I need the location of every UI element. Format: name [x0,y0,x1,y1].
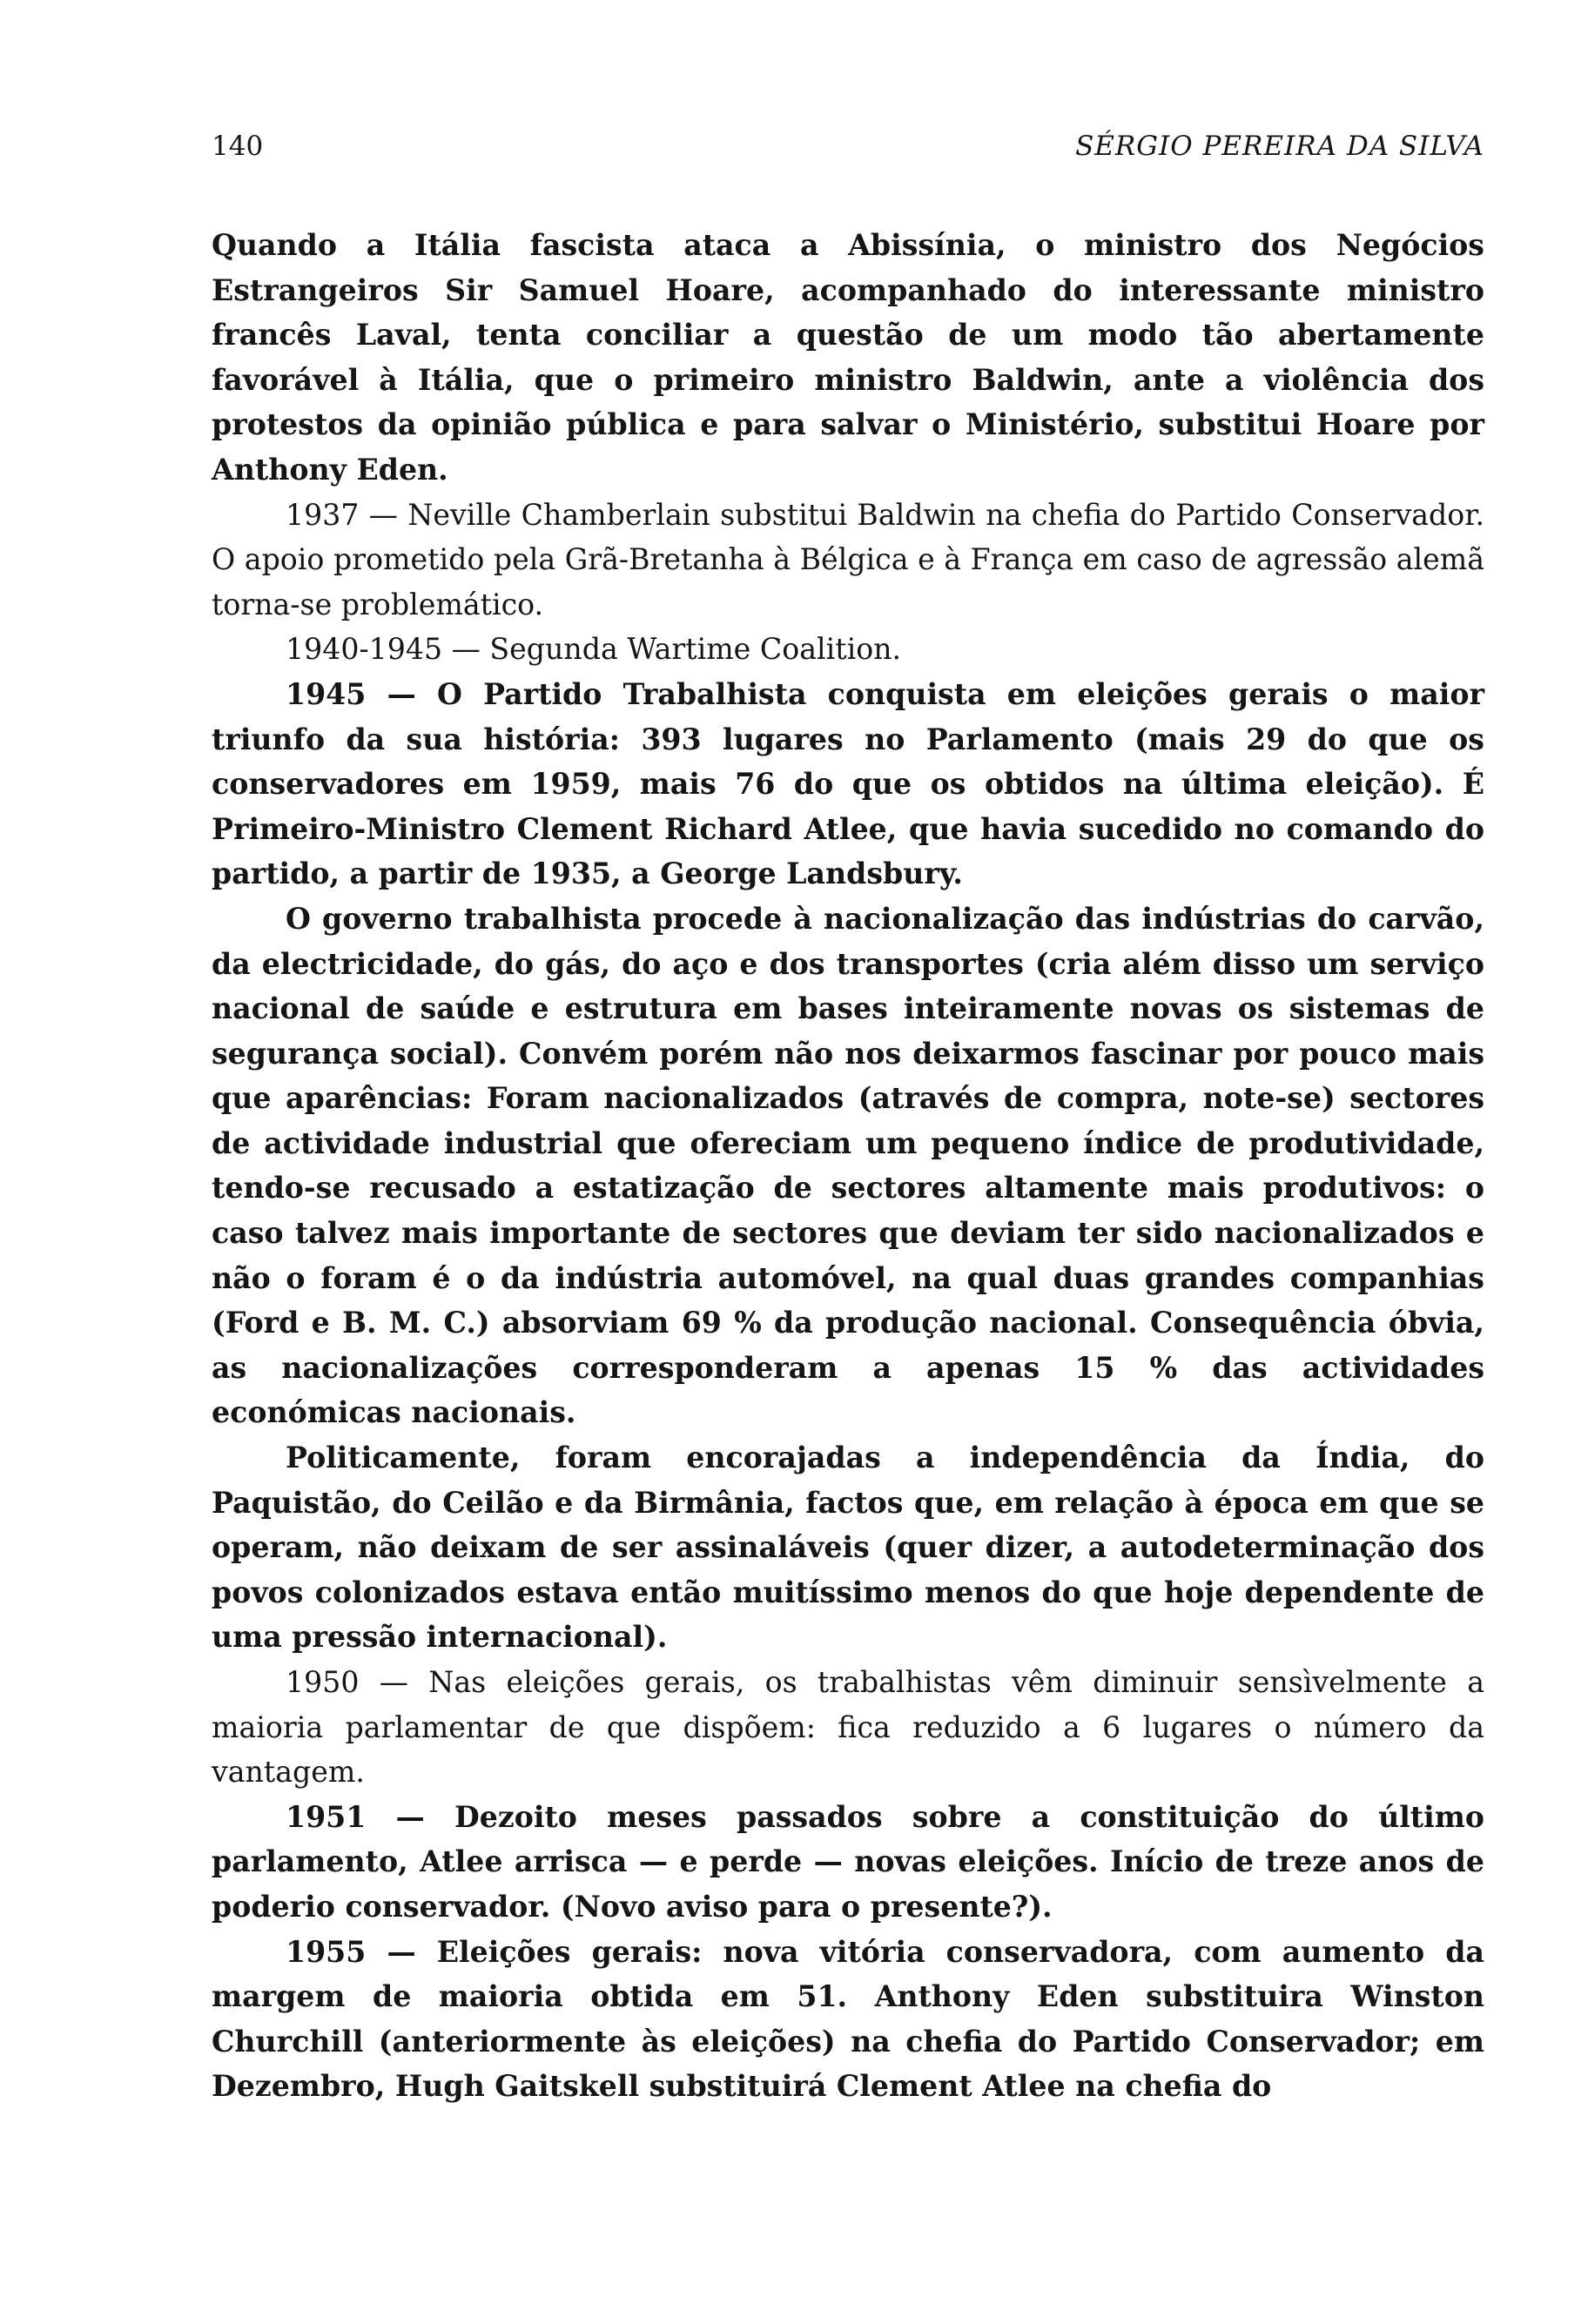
paragraph: O governo trabalhista procede à nacionalização das indústrias do carvão, da electricidade, do gás, do aço e dos transportes (cria além disso um serviço nacional de saúde e estrutura em bases inteiramente novas os sistemas de segurança social). Convém porém não nos deixarmos fascinar por pouco mais que aparências: Foram nacionalizados (através de compra, note-se) sectores de actividade industrial que ofereciam um pequeno índice de produtividade, tendo-se recusado a estatização de sectores altamente mais produtivos: o caso talvez mais importante de sectores que deviam ter sido nacionalizados e não o foram é o da indústria automóvel, na qual duas grandes companhias (Ford e B. M. C.) absorviam 69 % da produção nacional. Consequência óbvia, as nacionalizações corresponderam a apenas 15 % das actividades económicas nacionais. [212,901,1484,1430]
paragraph: 1955 — Eleições gerais: nova vitória conservadora, com aumento da margem de maioria obtida em 51. Anthony Eden substituira Winston Churchill (anteriormente às eleições) na chefia do Partido Conservador; em Dezembro, Hugh Gaitskell substituirá Clement Atlee na chefia do [212,1934,1484,2104]
running-title: SÉRGIO PEREIRA DA SILVA [1075,131,1484,162]
paragraph: 1950 — Nas eleições gerais, os trabalhistas vêm diminuir sensìvelmente a maioria parlamentar de que dispõem: fica reduzido a 6 lugares o número da vantagem. [212,1665,1484,1790]
paragraph: Quando a Itália fascista ataca a Abissínia, o ministro dos Negócios Estrangeiros Sir Samuel Hoare, acompanhado do interessante ministro francês Laval, tenta conciliar a questão de um modo tão abertamente favorável à Itália, que o primeiro ministro Baldwin, ante a violência dos protestos da opinião pública e para salvar o Ministério, substitui Hoare por Anthony Eden. [212,228,1484,487]
paragraph: Politicamente, foram encorajadas a independência da Índia, do Paquistão, do Ceilão e da Birmânia, factos que, em relação à época em que se operam, não deixam de ser assinaláveis (quer dizer, a autodeterminação dos povos colonizados estava então muitíssimo menos do que hoje dependente de uma pressão internacional). [212,1441,1484,1655]
paragraph: 1940-1945 — Segunda Wartime Coalition. [286,632,902,667]
body-text [212,223,1484,2109]
book-page [212,131,1484,2109]
paragraph: 1937 — Neville Chamberlain substitui Baldwin na chefia do Partido Conservador. O apoio prometido pela Grã-Bretanha à Bélgica e à França em caso de agressão alemã torna-se problemático. [212,497,1484,621]
page-number: 140 [212,131,264,162]
running-head [212,131,1484,172]
paragraph: 1951 — Dezoito meses passados sobre a constituição do último parlamento, Atlee arrisca — e perde — novas eleições. Início de treze anos de poderio conservador. (Novo aviso para o presente?). [212,1799,1484,1924]
paragraph: 1945 — O Partido Trabalhista conquista em eleições gerais o maior triunfo da sua história: 393 lugares no Parlamento (mais 29 do que os conservadores em 1959, mais 76 do que os obtidos na última eleição). É Primeiro-Ministro Clement Richard Atlee, que havia sucedido no comando do partido, a partir de 1935, a George Landsbury. [212,676,1484,891]
